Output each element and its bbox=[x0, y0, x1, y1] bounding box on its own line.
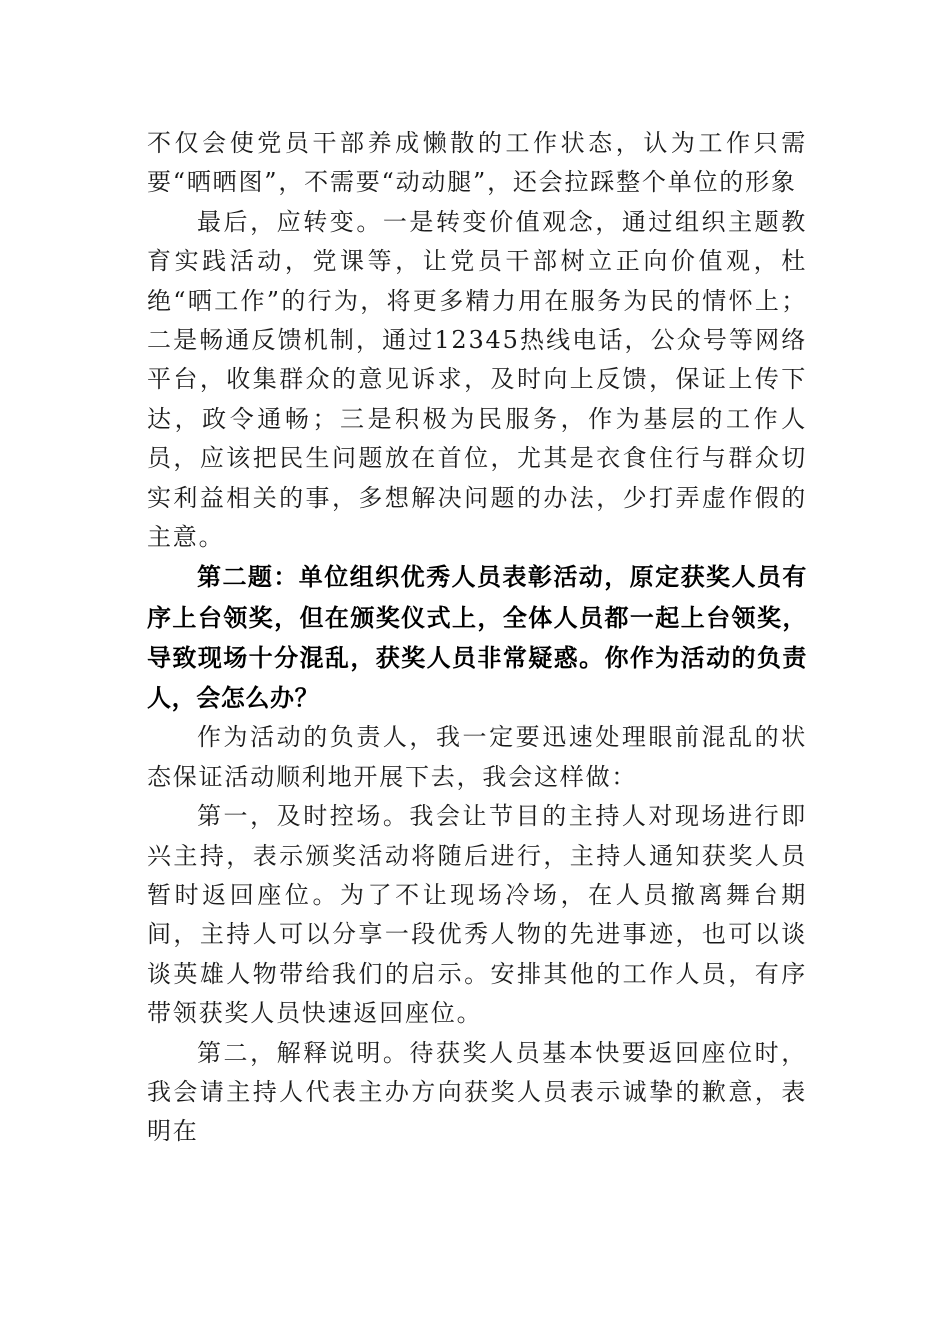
paragraph-step-one: 第一，及时控场。我会让节目的主持人对现场进行即兴主持，表示颁奖活动将随后进行，主持人通知获奖人员暂时返回座位。为了不让现场冷场，在人员撤离舞台期间，主持人可以分享一段优秀人物的先进事迹，也可以谈谈英雄人物带给我们的启示。安排其他的工作人员，有序带领获奖人员快速返回座位。 bbox=[147, 802, 807, 1028]
paragraph-answer-intro: 作为活动的负责人，我一定要迅速处理眼前混乱的状态保证活动顺利地开展下去，我会这样做： bbox=[147, 723, 807, 791]
paragraph-conclusion: 最后，应转变。一是转变价值观念，通过组织主题教育实践活动，党课等，让党员干部树立正向价值观，杜绝“晒工作”的行为，将更多精力用在服务为民的情怀上；二是畅通反馈机制，通过12345热线电话，公众号等网络平台，收集群众的意见诉求，及时向上反馈，保证上传下达，政令通畅；三是积极为民服务，作为基层的工作人员，应该把民生问题放在首位，尤其是衣食住行与群众切实利益相关的事，多想解决问题的办法，少打弄虚作假的主意。 bbox=[147, 207, 807, 552]
document-body bbox=[147, 124, 807, 1152]
question-heading: 第二题：单位组织优秀人员表彰活动，原定获奖人员有序上台领奖，但在颁奖仪式上，全体人员都一起上台领奖，导致现场十分混乱，获奖人员非常疑惑。你作为活动的负责人，会怎么办？ bbox=[147, 563, 807, 713]
paragraph-step-two: 第二，解释说明。待获奖人员基本快要返回座位时，我会请主持人代表主办方向获奖人员表示诚挚的歉意，表明在 bbox=[147, 1038, 807, 1146]
paragraph-continuation: 不仅会使党员干部养成懒散的工作状态，认为工作只需要“晒晒图”，不需要“动动腿”，还会拉踩整个单位的形象 bbox=[147, 129, 807, 197]
